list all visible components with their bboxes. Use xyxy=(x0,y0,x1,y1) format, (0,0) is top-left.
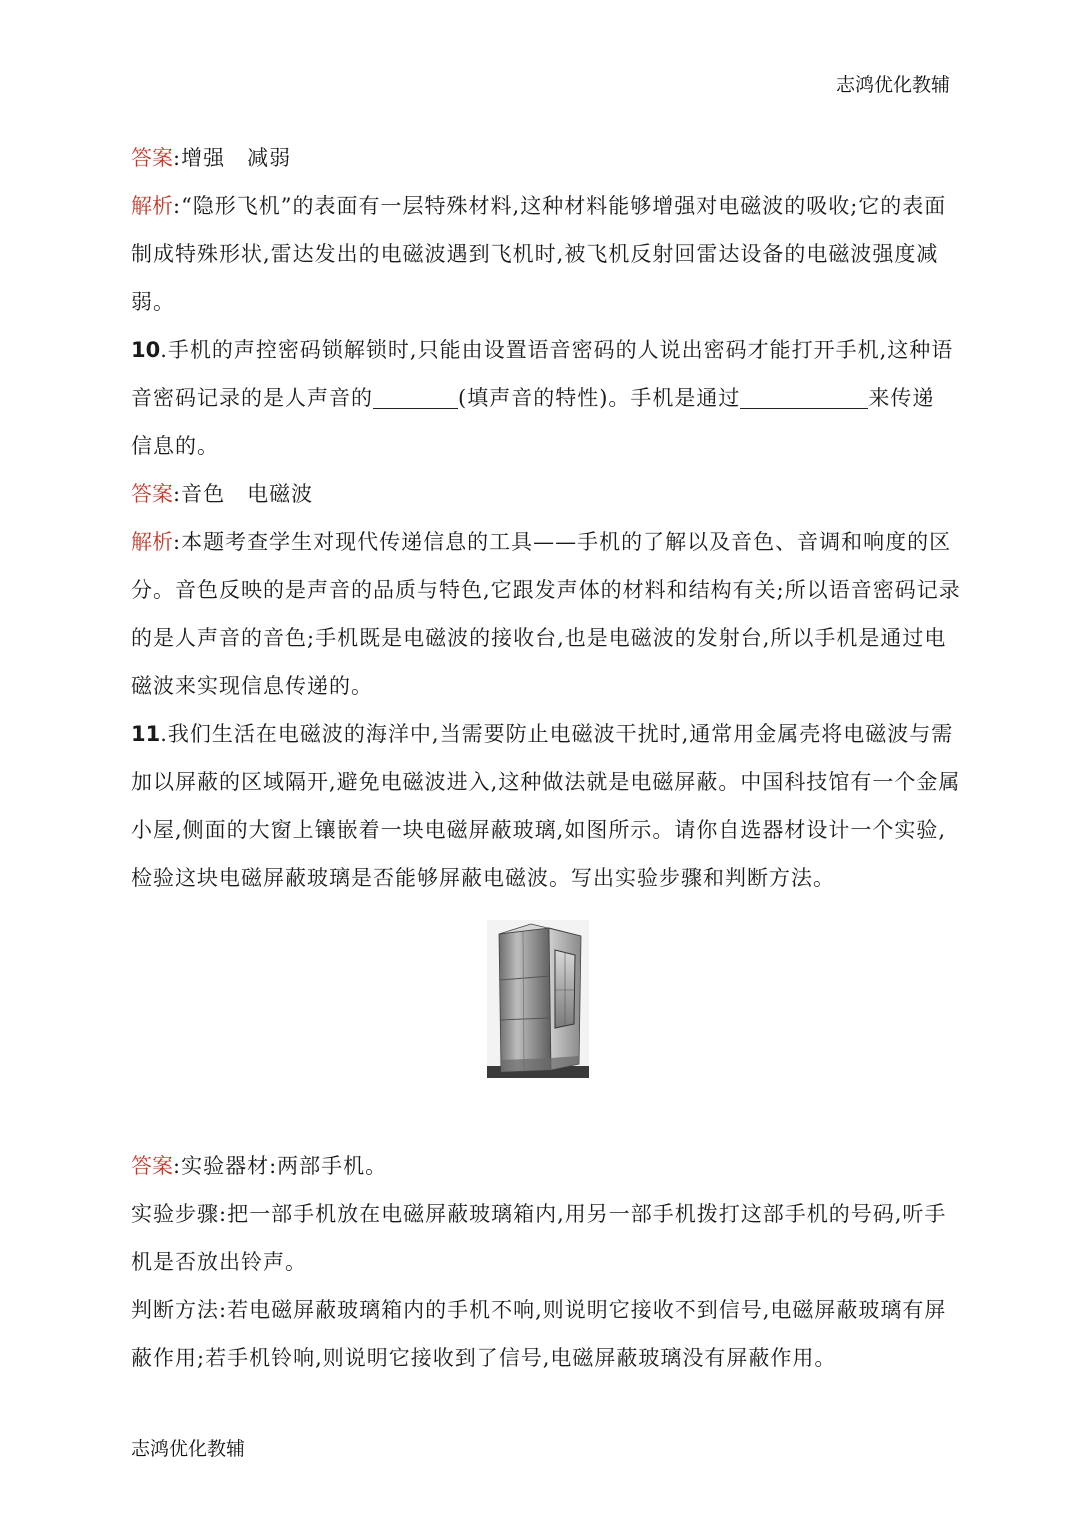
q11-text: 加以屏蔽的区域隔开,避免电磁波进入,这种做法就是电磁屏蔽。中国科技馆有一个金属 xyxy=(131,770,961,794)
q10-analysis xyxy=(131,518,961,710)
q9-answer xyxy=(131,134,951,182)
q11-method-line: 蔽作用;若手机铃响,则说明它接收到了信号,电磁屏蔽玻璃没有屏蔽作用。 xyxy=(131,1346,837,1370)
q9-analysis-line: 制成特殊形状,雷达发出的电磁波遇到飞机时,被飞机反射回雷达设备的电磁波强度减 xyxy=(131,242,939,266)
fill-blank xyxy=(373,386,458,409)
answer-label: 答案 xyxy=(131,146,173,170)
q10-text: (填声音的特性)。手机是通过 xyxy=(458,386,741,410)
question-11 xyxy=(131,710,961,902)
answer-label: 答案 xyxy=(131,482,173,506)
question-number: 10 xyxy=(131,338,161,362)
question-number: 11 xyxy=(131,722,161,746)
q9-analysis xyxy=(131,182,951,326)
analysis-label: 解析 xyxy=(131,194,173,218)
page-header: 志鸿优化教辅 xyxy=(835,74,950,96)
analysis-label: 解析 xyxy=(131,530,173,554)
q11-answer xyxy=(131,1142,951,1382)
q10-answer-text: :音色 电磁波 xyxy=(173,482,314,506)
q11-answer-text: :实验器材:两部手机。 xyxy=(173,1154,388,1178)
q11-text: 小屋,侧面的大窗上镶嵌着一块电磁屏蔽玻璃,如图所示。请你自选器材设计一个实验, xyxy=(131,818,947,842)
q11-method-line: 判断方法:若电磁屏蔽玻璃箱内的手机不响,则说明它接收不到信号,电磁屏蔽玻璃有屏 xyxy=(131,1298,947,1322)
q10-answer xyxy=(131,470,951,518)
q9-answer-text: :增强 减弱 xyxy=(173,146,292,170)
q10-analysis-line: 的是人声音的音色;手机既是电磁波的接收台,也是电磁波的发射台,所以手机是通过电 xyxy=(131,626,947,650)
page-content xyxy=(131,134,961,1382)
q11-text: .我们生活在电磁波的海洋中,当需要防止电磁波干扰时,通常用金属壳将电磁波与需 xyxy=(160,722,954,746)
answer-label: 答案 xyxy=(131,1154,173,1178)
q9-analysis-line: :“隐形飞机”的表面有一层特殊材料,这种材料能够增强对电磁波的吸收;它的表面 xyxy=(173,194,947,218)
figure-container xyxy=(131,902,951,1142)
q10-text: 音密码记录的是人声音的 xyxy=(131,386,373,410)
q11-text: 检验这块电磁屏蔽玻璃是否能够屏蔽电磁波。写出实验步骤和判断方法。 xyxy=(131,866,835,890)
q10-text: 信息的。 xyxy=(131,434,219,458)
shielding-cabinet-figure xyxy=(487,920,589,1078)
fill-blank xyxy=(740,386,868,409)
q10-analysis-line: :本题考查学生对现代传递信息的工具——手机的了解以及音色、音调和响度的区 xyxy=(173,530,952,554)
q10-text: .手机的声控密码锁解锁时,只能由设置语音密码的人说出密码才能打开手机,这种语 xyxy=(160,338,954,362)
q10-analysis-line: 分。音色反映的是声音的品质与特色,它跟发声体的材料和结构有关;所以语音密码记录 xyxy=(131,578,961,602)
q10-text: 来传递 xyxy=(868,386,935,410)
question-10 xyxy=(131,326,954,470)
page-footer: 志鸿优化教辅 xyxy=(131,1438,246,1460)
q11-steps-line: 实验步骤:把一部手机放在电磁屏蔽玻璃箱内,用另一部手机拨打这部手机的号码,听手 xyxy=(131,1202,947,1226)
q10-analysis-line: 磁波来实现信息传递的。 xyxy=(131,674,373,698)
q11-steps-line: 机是否放出铃声。 xyxy=(131,1250,307,1274)
q9-analysis-line: 弱。 xyxy=(131,290,175,314)
